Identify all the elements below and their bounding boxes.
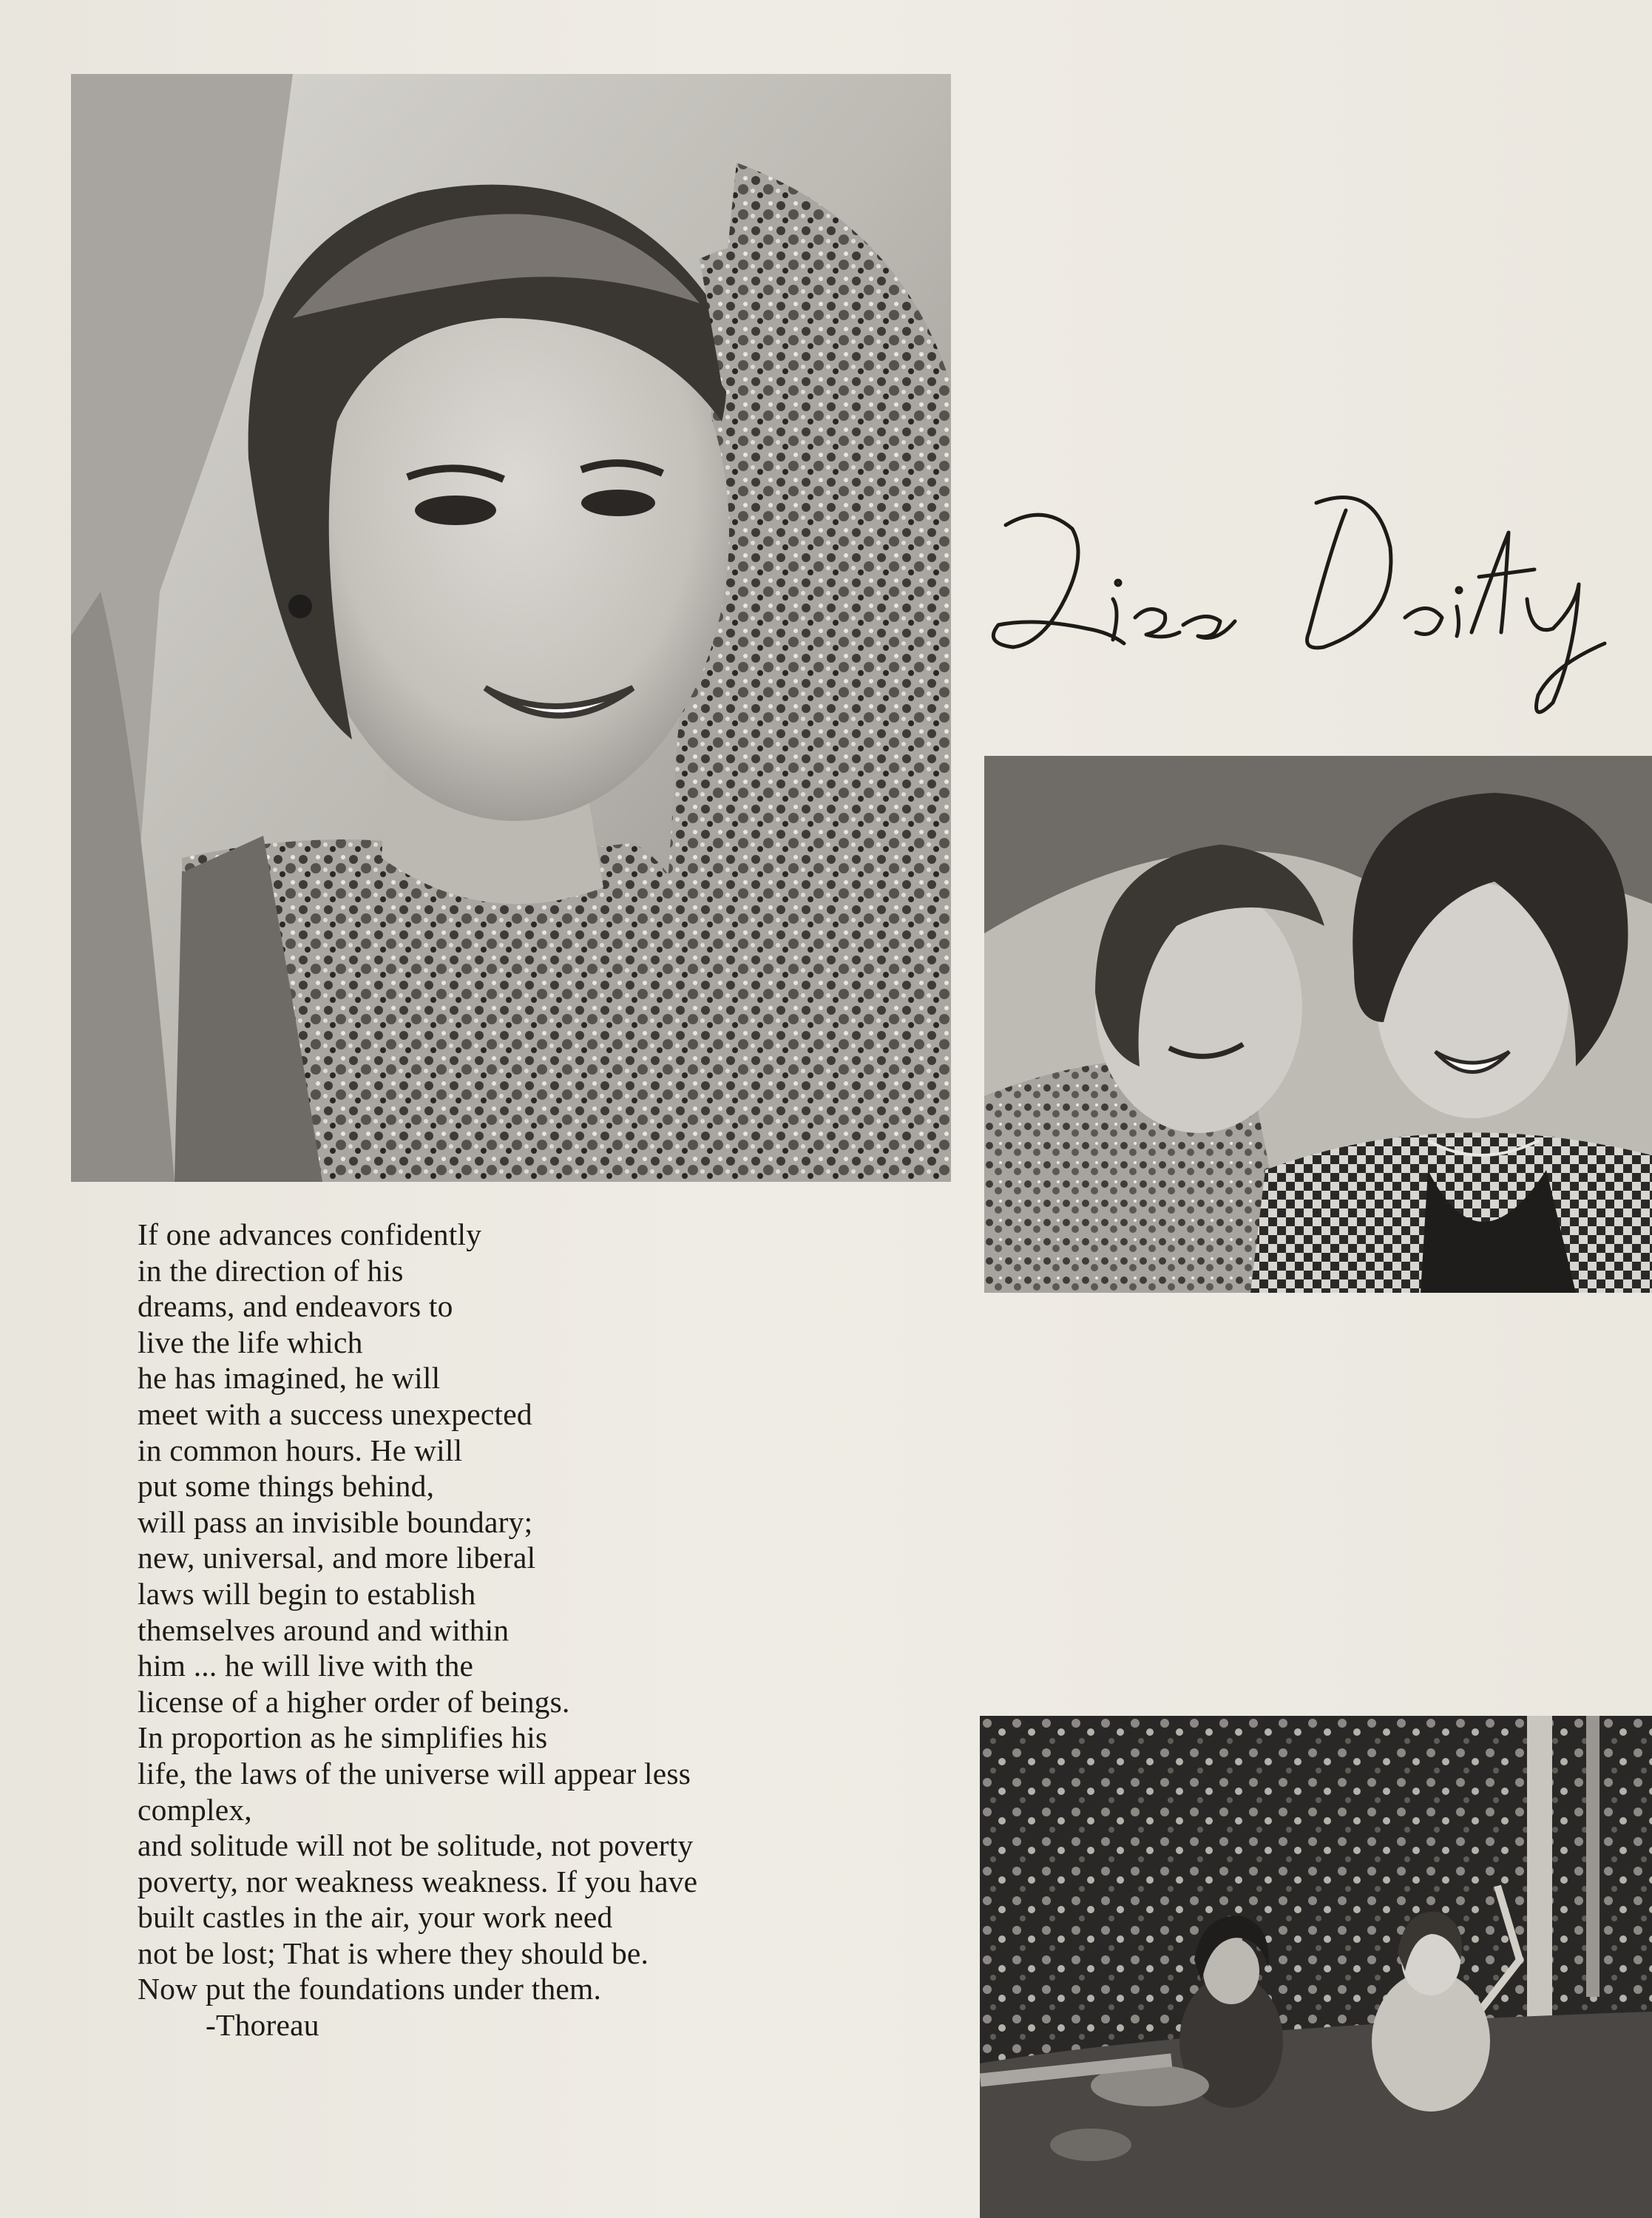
poem-line: dreams, and endeavors to [138,1289,453,1324]
poem-line: life, the laws of the universe will appear less [138,1756,691,1791]
portrait-photo-image [71,74,951,1182]
poem-line: in the direction of his [138,1253,404,1288]
forest-camp-photo [980,1716,1652,2218]
poem-line: If one advances confidently [138,1217,482,1251]
poem-line: poverty, nor weakness weakness. If you have [138,1864,698,1899]
poem-line: and solitude will not be solitude, not poverty [138,1828,694,1863]
poem-line: new, universal, and more liberal [138,1541,536,1575]
poem-line: meet with a success unexpected [138,1396,532,1431]
poem-line: in common hours. He will [138,1433,463,1467]
portrait-photo [71,74,951,1182]
poem-attribution: -Thoreau [206,2008,319,2043]
poem-line: built castles in the air, your work need [138,1900,613,1935]
two-friends-photo [984,756,1652,1293]
poem-line: laws will begin to establish [138,1576,476,1611]
poem-line: he has imagined, he will [138,1361,441,1396]
signature [961,459,1649,740]
forest-camp-photo-image [980,1716,1652,2218]
poem-line: put some things behind, [138,1469,435,1504]
poem-line: license of a higher order of beings. [138,1684,570,1719]
two-friends-photo-image [984,756,1652,1293]
poem-line: Now put the foundations under them. [138,1972,602,2006]
poem-line: not be lost; That is where they should be. [138,1935,649,1970]
poem-line: will pass an invisible boundary; [138,1504,533,1539]
poem-line: In proportion as he simplifies his [138,1720,548,1755]
signature-image [961,459,1649,740]
poem-line: live the life which [138,1325,363,1359]
thoreau-poem [138,1217,966,2043]
poem-line: him ... he will live with the [138,1649,474,1683]
poem-line: complex, [138,1792,252,1827]
poem-line: themselves around and within [138,1612,510,1647]
